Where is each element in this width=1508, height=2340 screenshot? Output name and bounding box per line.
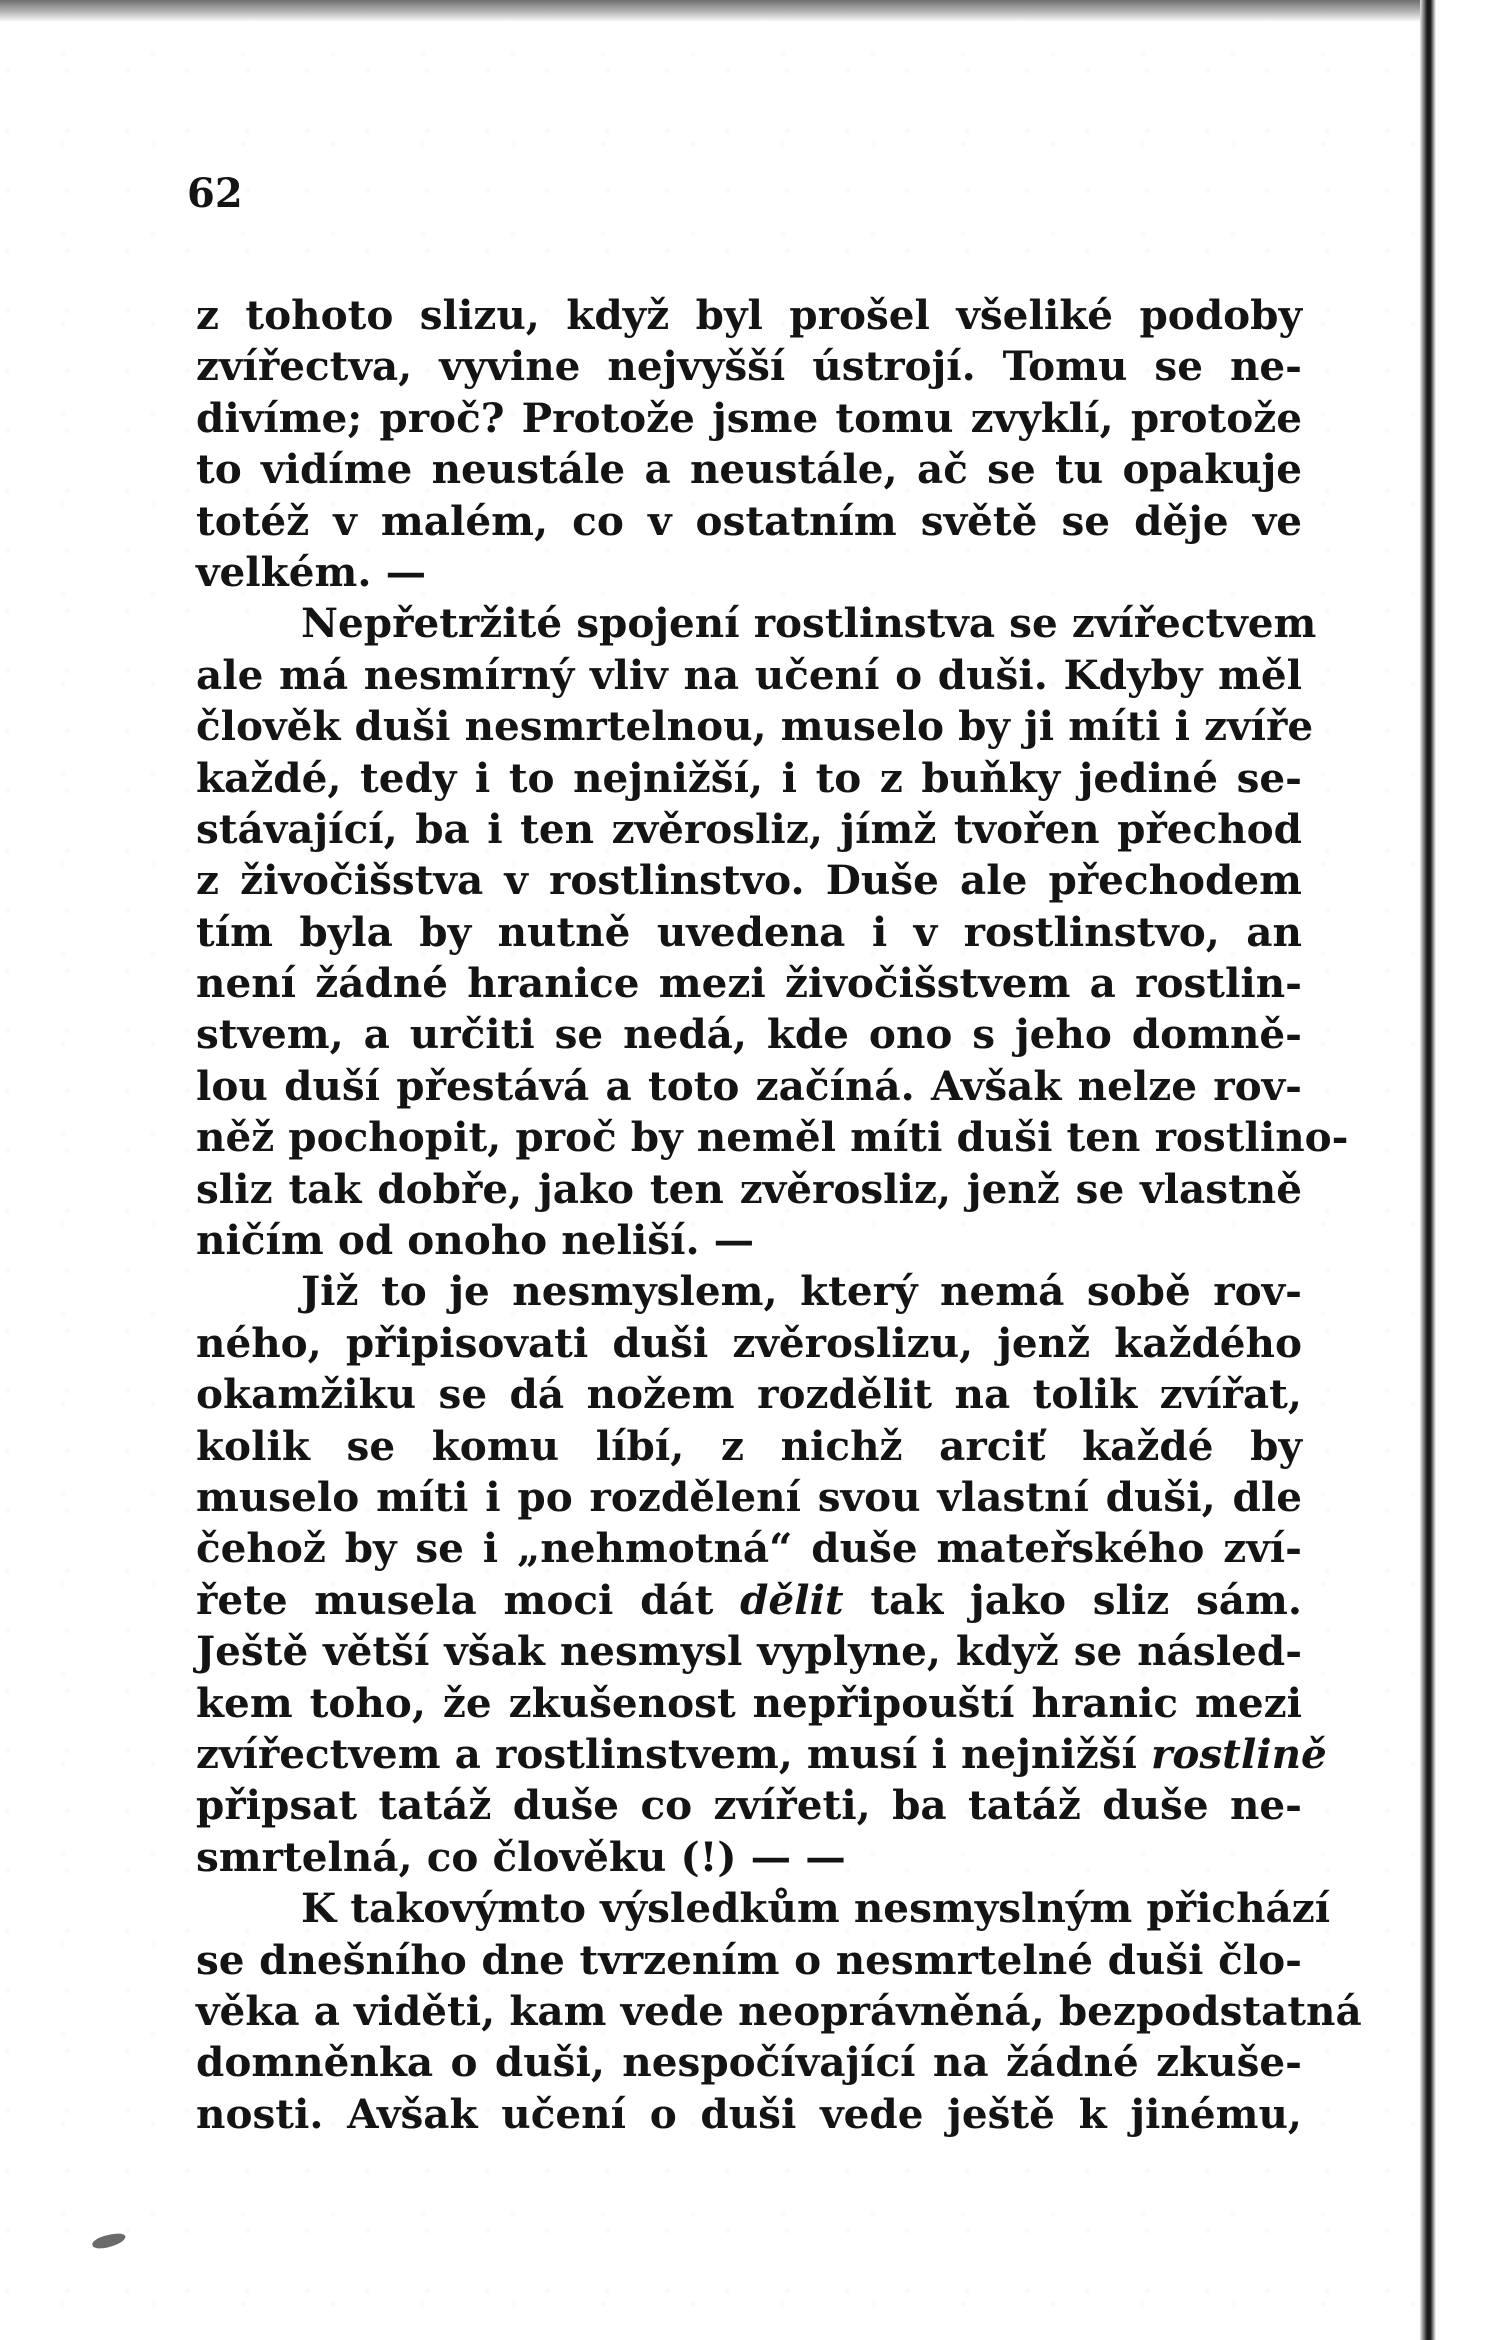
text-line: velkém. — [196,547,427,596]
text-line: divíme; proč? Protože jsme tomu zvyklí, protože [196,393,1302,442]
text-line: kolik se komu líbí, z nichž arciť každé by [196,1421,1302,1470]
text-line: ničím od onoho neliší. — [196,1216,755,1265]
paragraph-start-line: Již to je nesmyslem, který nemá sobě rov- [301,1267,1302,1316]
text-line-with-italic [196,1729,1327,1780]
text-line: není žádné hranice mezi živočišstvem a rostlin- [196,959,1302,1008]
text-line: kem toho, že zkušenost nepřipouští hranic mezi [196,1678,1302,1727]
text-fragment: tak jako sliz sám. [843,1575,1302,1624]
text-line: každé, tedy i to nejnižší, i to z buňky jediné se- [196,753,1302,802]
book-binding-edge [1420,0,1436,2340]
text-line: člověk duši nesmrtelnou, muselo by ji míti i zvíře [196,702,1314,751]
text-line: zvířectva, vyvine nejvyšší ústrojí. Tomu se ne- [196,342,1302,391]
text-line: ale má nesmírný vliv na učení o duši. Kdyby měl [196,650,1302,699]
text-line: něž pochopit, proč by neměl míti duši ten rostlino- [196,1113,1349,1162]
scan-right-margin [1436,0,1508,2340]
text-line: stvem, a určiti se nedá, kde ono s jeho domně- [196,1010,1302,1059]
paragraph-start-line: Nepřetržité spojení rostlinstva se zvířectvem [301,599,1317,648]
text-line: stávající, ba i ten zvěrosliz, jímž tvořen přechod [196,804,1302,853]
text-line: se dnešního dne tvrzením o nesmrtelné duši člo- [196,1935,1302,1984]
text-line-with-italic [196,1575,1302,1626]
text-line: tím byla by nutně uvedena i v rostlinstvo, an [196,907,1302,956]
page-number: 62 [187,170,243,217]
text-line: Ještě větší však nesmysl vyplyne, když se násled- [196,1627,1302,1676]
text-line: totéž v malém, co v ostatním světě se děje ve [196,496,1302,545]
italic-word: dělit [740,1575,844,1624]
text-line: připsat tatáž duše co zvířeti, ba tatáž duše ne- [196,1781,1302,1830]
text-line: muselo míti i po rozdělení svou vlastní duši, dle [196,1472,1302,1521]
text-line: ného, připisovati duši zvěroslizu, jenž každého [196,1318,1302,1367]
text-line: to vidíme neustále a neustále, ač se tu opakuje [196,445,1302,494]
page-top-shadow [0,0,1430,22]
text-line: věka a viděti, kam vede neoprávněná, bezpodstatná [196,1986,1362,2035]
paragraph-start-line: K takovýmto výsledkům nesmyslným přichází [301,1884,1331,1933]
text-line: čehož by se i „nehmotná“ duše mateřského zví- [196,1524,1302,1573]
text-line: z tohoto slizu, když byl prošel všeliké podoby [196,291,1302,339]
text-line: okamžiku se dá nožem rozdělit na tolik zvířat, [196,1370,1302,1419]
text-line: domněnka o duši, nespočívající na žádné zkuše- [196,2038,1302,2087]
text-line: nosti. Avšak učení o duši vede ještě k jinému, [196,2089,1302,2138]
ink-smudge [91,2232,127,2251]
text-fragment: řete musela moci dát [196,1575,741,1624]
italic-word: rostlině [1150,1729,1327,1778]
text-line: lou duší přestává a toto začíná. Avšak nelze rov- [196,1061,1302,1110]
text-line: z živočišstva v rostlinstvo. Duše ale přechodem [196,856,1302,905]
text-line: smrtelná, co člověku (!) — — [196,1832,846,1881]
body-text [196,290,1362,2140]
text-fragment: zvířectvem a rostlinstvem, musí i nejnižší [196,1729,1151,1778]
text-line: sliz tak dobře, jako ten zvěrosliz, jenž se vlastně [196,1164,1302,1213]
